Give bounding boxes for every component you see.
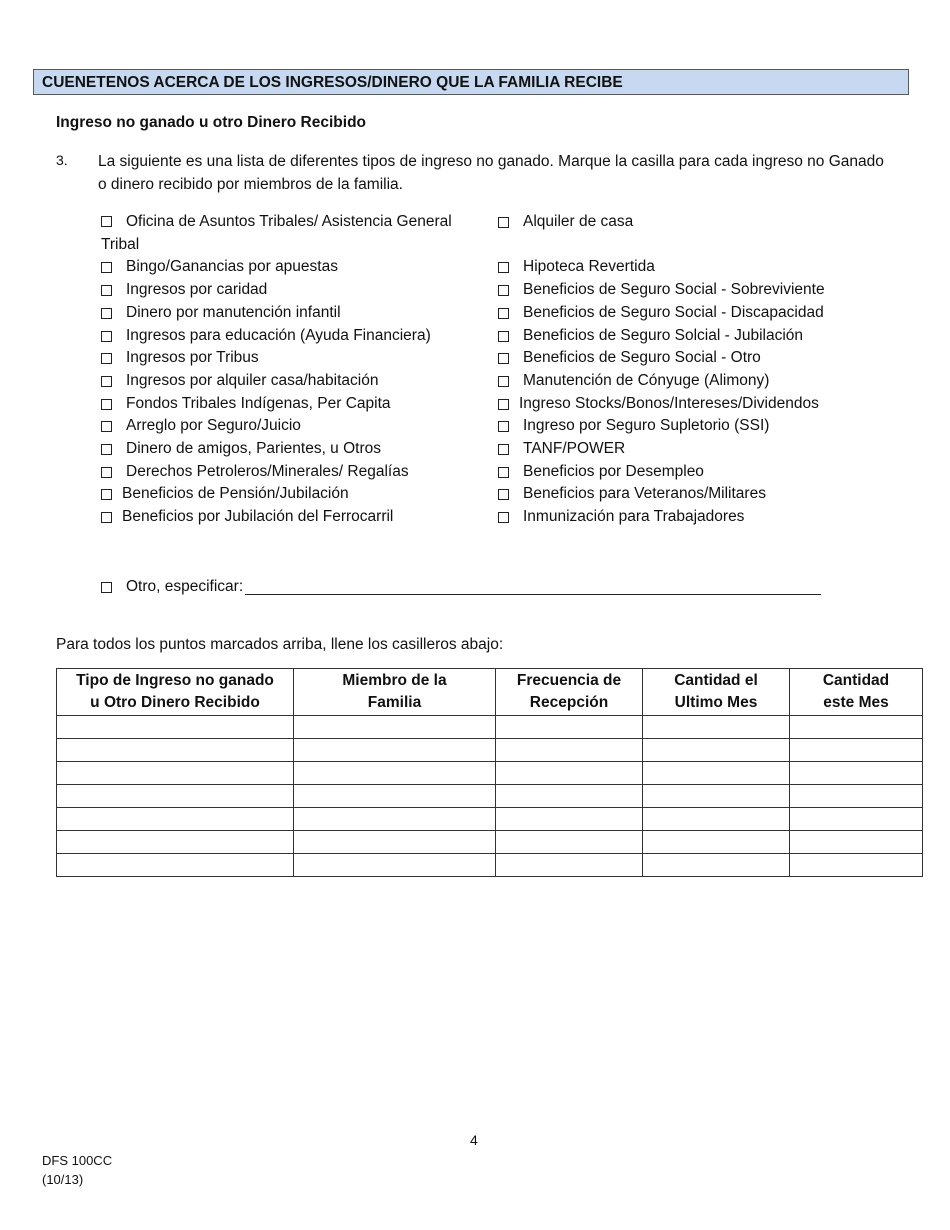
checkbox-label: Fondos Tribales Indígenas, Per Capita	[126, 394, 391, 412]
other-specify-row	[101, 576, 821, 598]
table-cell[interactable]	[57, 762, 294, 785]
checkbox-label: Alquiler de casa	[523, 213, 634, 230]
table-cell[interactable]	[294, 854, 496, 877]
checkbox-icon[interactable]	[498, 467, 509, 478]
income-checklist-left	[101, 211, 481, 529]
header-this-month: Cantidad este Mes	[790, 669, 923, 716]
table-cell[interactable]	[790, 785, 923, 808]
checkbox-item[interactable]	[101, 302, 481, 325]
checkbox-icon[interactable]	[498, 489, 509, 500]
table-cell[interactable]	[790, 808, 923, 831]
income-table	[56, 668, 923, 877]
checkbox-label: Ingreso por Seguro Supletorio (SSI)	[523, 417, 770, 435]
table-cell[interactable]	[496, 762, 643, 785]
table-cell[interactable]	[790, 762, 923, 785]
checkbox-label: Oficina de Asuntos Tribales/ Asistencia General Tribal	[101, 213, 452, 253]
header-frequency: Frecuencia de Recepción	[496, 669, 643, 716]
table-cell[interactable]	[643, 739, 790, 762]
checkbox-item[interactable]	[498, 325, 918, 348]
table-cell[interactable]	[496, 785, 643, 808]
table-cell[interactable]	[790, 739, 923, 762]
table-cell[interactable]	[57, 854, 294, 877]
header-family-member: Miembro de la Familia	[294, 669, 496, 716]
table-cell[interactable]	[496, 808, 643, 831]
checkbox-item[interactable]	[498, 370, 918, 393]
checkbox-label: Ingresos por caridad	[126, 281, 268, 299]
table-cell[interactable]	[294, 808, 496, 831]
checkbox-label: Ingresos por Tribus	[126, 349, 259, 367]
checkbox-label: Manutención de Cónyuge (Alimony)	[523, 371, 770, 389]
checkbox-icon[interactable]	[498, 444, 509, 455]
checkbox-item[interactable]	[498, 415, 918, 438]
table-row	[57, 762, 923, 785]
checkbox-label: Beneficios de Seguro Social - Otro	[523, 349, 761, 367]
checkbox-label: Beneficios por Jubilación del Ferrocarril	[122, 508, 394, 526]
checkbox-item[interactable]	[101, 483, 481, 506]
table-cell[interactable]	[790, 854, 923, 877]
checkbox-item[interactable]	[498, 256, 918, 279]
table-row	[57, 739, 923, 762]
checkbox-icon[interactable]	[101, 353, 112, 364]
table-cell[interactable]	[57, 716, 294, 739]
checkbox-icon[interactable]	[101, 262, 112, 273]
checkbox-item[interactable]	[101, 256, 481, 279]
checkbox-icon[interactable]	[101, 331, 112, 342]
checkbox-label: Dinero por manutención infantil	[126, 303, 341, 321]
table-row	[57, 854, 923, 877]
table-instruction: Para todos los puntos marcados arriba, llene los casilleros abajo:	[56, 636, 504, 653]
checkbox-item[interactable]	[101, 211, 481, 256]
checkbox-item[interactable]	[101, 393, 481, 416]
table-row	[57, 785, 923, 808]
checkbox-label: Derechos Petroleros/Minerales/ Regalías	[126, 462, 409, 480]
question-number: 3.	[56, 152, 68, 168]
checkbox-icon[interactable]	[101, 582, 112, 593]
table-cell[interactable]	[294, 716, 496, 739]
table-cell[interactable]	[643, 716, 790, 739]
checkbox-icon[interactable]	[101, 467, 112, 478]
checkbox-item[interactable]	[498, 279, 918, 302]
checkbox-item[interactable]	[101, 438, 481, 461]
table-cell[interactable]	[790, 716, 923, 739]
table-cell[interactable]	[57, 785, 294, 808]
checkbox-item[interactable]	[498, 302, 918, 325]
income-checklist-right	[498, 211, 918, 529]
checkbox-icon[interactable]	[101, 285, 112, 296]
checkbox-label: Beneficios por Desempleo	[523, 462, 704, 480]
checkbox-item[interactable]	[101, 325, 481, 348]
section-header: CUENETENOS ACERCA DE LOS INGRESOS/DINERO QUE LA FAMILIA RECIBE	[33, 69, 909, 95]
table-cell[interactable]	[643, 831, 790, 854]
header-last-month: Cantidad el Ultimo Mes	[643, 669, 790, 716]
checkbox-icon[interactable]	[498, 217, 509, 228]
checkbox-item[interactable]	[498, 461, 918, 484]
checkbox-item[interactable]	[498, 483, 918, 506]
checkbox-icon[interactable]	[498, 331, 509, 342]
checkbox-item[interactable]	[498, 506, 918, 529]
table-cell[interactable]	[643, 808, 790, 831]
table-header-row	[57, 669, 923, 716]
question-text: La siguiente es una lista de diferentes tipos de ingreso no ganado. Marque la casilla para cada ingreso no Ganado o dinero recibido por miembros de la familia.	[98, 153, 884, 193]
checkbox-icon[interactable]	[498, 353, 509, 364]
table-cell[interactable]	[643, 854, 790, 877]
table-cell[interactable]	[496, 739, 643, 762]
table-cell[interactable]	[496, 716, 643, 739]
table-cell[interactable]	[294, 739, 496, 762]
table-row	[57, 716, 923, 739]
checkbox-item[interactable]	[498, 393, 918, 416]
checkbox-icon[interactable]	[101, 376, 112, 387]
checkbox-label: Ingresos por alquiler casa/habitación	[126, 371, 379, 389]
form-id: DFS 100CC	[42, 1153, 113, 1168]
subheading: Ingreso no ganado u otro Dinero Recibido	[56, 114, 367, 131]
other-specify-label: Otro, especificar:	[126, 578, 244, 595]
checkbox-icon[interactable]	[498, 421, 509, 432]
form-date: (10/13)	[42, 1172, 84, 1187]
table-row	[57, 808, 923, 831]
checkbox-item[interactable]	[101, 347, 481, 370]
checkbox-icon[interactable]	[101, 444, 112, 455]
checkbox-item[interactable]	[101, 506, 481, 529]
checkbox-icon[interactable]	[101, 308, 112, 319]
checkbox-icon[interactable]	[498, 285, 509, 296]
table-cell[interactable]	[790, 831, 923, 854]
other-specify-field[interactable]	[245, 576, 821, 595]
table-cell[interactable]	[496, 854, 643, 877]
table-cell[interactable]	[643, 762, 790, 785]
form-identifier	[42, 1151, 112, 1189]
checkbox-label: Beneficios de Seguro Social - Discapacidad	[523, 303, 824, 321]
checkbox-label: Ingresos para educación (Ayuda Financiera)	[126, 326, 431, 344]
checkbox-icon[interactable]	[101, 399, 112, 410]
table-cell[interactable]	[294, 785, 496, 808]
checkbox-label: Beneficios de Pensión/Jubilación	[122, 485, 349, 503]
table-cell[interactable]	[57, 739, 294, 762]
checkbox-label: Beneficios para Veteranos/Militares	[523, 485, 766, 503]
checkbox-label: Hipoteca Revertida	[523, 258, 655, 276]
checkbox-label: TANF/POWER	[523, 440, 626, 458]
checkbox-item[interactable]	[101, 461, 481, 484]
checkbox-label: Dinero de amigos, Parientes, u Otros	[126, 440, 382, 458]
checkbox-icon[interactable]	[498, 512, 509, 523]
checkbox-item[interactable]	[101, 370, 481, 393]
checkbox-icon[interactable]	[101, 216, 112, 227]
checkbox-icon[interactable]	[498, 308, 509, 319]
table-cell[interactable]	[643, 785, 790, 808]
table-cell[interactable]	[57, 831, 294, 854]
checkbox-item[interactable]	[101, 279, 481, 302]
checkbox-icon[interactable]	[101, 489, 112, 500]
checkbox-label: Beneficios de Seguro Social - Sobreviviente	[523, 281, 825, 299]
checkbox-item[interactable]	[498, 347, 918, 370]
checkbox-icon[interactable]	[498, 399, 509, 410]
page-number: 4	[470, 1132, 478, 1148]
checkbox-label: Beneficios de Seguro Solcial - Jubilación	[523, 326, 804, 344]
table-cell[interactable]	[294, 831, 496, 854]
checkbox-label: Inmunización para Trabajadores	[523, 508, 745, 526]
checkbox-item[interactable]	[101, 415, 481, 438]
checkbox-label: Ingreso Stocks/Bonos/Intereses/Dividendos	[519, 394, 819, 412]
checkbox-label: Arreglo por Seguro/Juicio	[126, 417, 301, 435]
table-row	[57, 831, 923, 854]
table-cell[interactable]	[294, 762, 496, 785]
checkbox-icon[interactable]	[101, 512, 112, 523]
table-cell[interactable]	[496, 831, 643, 854]
checkbox-icon[interactable]	[498, 262, 509, 273]
checkbox-icon[interactable]	[101, 421, 112, 432]
checkbox-item[interactable]	[498, 211, 918, 234]
checkbox-icon[interactable]	[498, 376, 509, 387]
checkbox-item[interactable]	[498, 438, 918, 461]
checkbox-label: Bingo/Ganancias por apuestas	[126, 258, 338, 276]
header-income-type: Tipo de Ingreso no ganado u Otro Dinero Recibido	[57, 669, 294, 716]
table-cell[interactable]	[57, 808, 294, 831]
